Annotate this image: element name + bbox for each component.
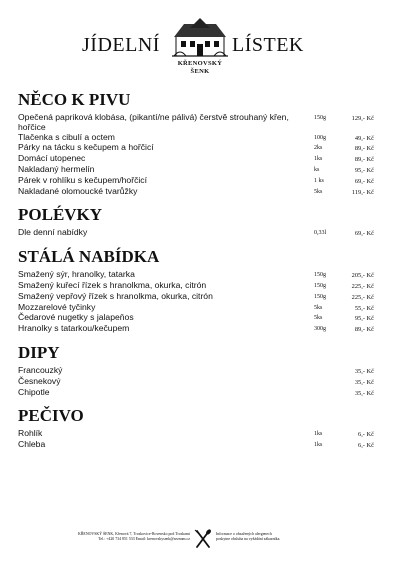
item-qty — [314, 377, 336, 378]
item-price: 69,- Kč — [354, 177, 374, 185]
section-polevky — [18, 205, 378, 239]
footer-allergen-note — [216, 532, 326, 542]
item-name: Česnekový — [18, 375, 61, 386]
item-name: Hranolky s tatarkou/kečupem — [18, 323, 130, 334]
item-name: Chipotle — [18, 386, 50, 397]
item-qty: 1ks — [314, 431, 323, 438]
menu-item — [18, 324, 378, 335]
item-name: Mozzarelové tyčinky — [18, 301, 96, 312]
item-name: Smažený sýr, hranolky, tatarka — [18, 269, 135, 280]
building-logo-icon — [170, 14, 230, 62]
menu-footer — [0, 528, 400, 558]
section-title: STÁLÁ NABÍDKA — [18, 247, 160, 267]
allergen-line2: poskytne obsluha na vyžádání zákazníka. — [216, 537, 281, 541]
title-right: LÍSTEK — [232, 34, 304, 56]
item-name: Nakladaný hermelín — [18, 163, 95, 174]
item-name: Smažený vepřový řízek s hranolkma, okurka, citrón — [18, 290, 213, 301]
section-title: NĚCO K PIVU — [18, 90, 131, 109]
item-price: 6,- Kč — [358, 442, 374, 450]
item-qty: 5ks — [314, 188, 323, 195]
item-name: Dle denní nabídky — [18, 227, 88, 238]
logo-name-line1: KŘENOVSKÝ — [177, 60, 223, 67]
item-name: Tlačenka s cibulí a octem — [18, 131, 115, 142]
menu-item — [18, 429, 378, 440]
item-price: 35,- Kč — [354, 389, 374, 397]
item-qty: 5ks — [314, 304, 323, 311]
item-qty: 1 ks — [314, 177, 324, 184]
menu-item — [18, 187, 378, 198]
menu-item — [18, 377, 378, 388]
section-dipy — [18, 343, 378, 398]
item-price: 69,- Kč — [354, 230, 374, 238]
item-price: 129,- Kč — [351, 115, 374, 122]
item-price: 6,- Kč — [358, 431, 374, 439]
item-price: 95,- Kč — [354, 166, 374, 174]
footer-contact — [40, 532, 190, 542]
section-title: PEČIVO — [18, 406, 84, 426]
item-name: Párek v rohlíku s kečupem/hořčicí — [18, 174, 147, 185]
item-name: Chleba — [18, 439, 46, 450]
menu-item — [18, 366, 378, 377]
menu-item — [18, 228, 378, 239]
item-price: 89,- Kč — [354, 145, 374, 153]
item-qty: 0,33l — [314, 230, 327, 237]
item-name: Opečená papriková klobása, (pikantí/ne pálivá) čerstvě strouhaný křen, hořčice — [18, 112, 289, 132]
item-name: Párky na tácku s kečupem a hořčicí — [18, 142, 154, 153]
item-qty: 2ks — [314, 145, 323, 152]
item-qty: 300g — [314, 326, 326, 333]
menu-item — [18, 292, 378, 303]
item-price: 49,- Kč — [354, 134, 374, 142]
item-price: 205,- Kč — [351, 272, 374, 280]
menu-item — [18, 440, 378, 451]
item-price: 35,- Kč — [354, 378, 374, 386]
item-qty: 150g — [314, 115, 326, 121]
item-price: 89,- Kč — [354, 326, 374, 334]
item-name: Čedarové nugetky s jalapeňos — [18, 312, 134, 323]
item-name: Domácí utopenec — [18, 153, 86, 164]
item-qty: 150g — [314, 282, 326, 289]
item-qty: 150g — [314, 293, 326, 300]
item-qty — [314, 388, 336, 389]
item-qty: 5ks — [314, 315, 323, 322]
menu-item — [18, 176, 378, 187]
item-qty — [314, 366, 336, 367]
item-qty: 1ks — [314, 442, 323, 449]
section-neco-k-pivu — [18, 90, 378, 197]
item-qty: ks — [314, 166, 320, 173]
footer-phone-email: Tel.: +420 734 851 533 Email: krenovskysenk@seznam.cz — [98, 537, 190, 541]
item-name: Nakladané olomoucké tvarůžky — [18, 185, 138, 196]
menu-item — [18, 113, 378, 133]
item-name: Francouzký — [18, 364, 63, 375]
menu-body — [18, 90, 378, 459]
section-pecivo — [18, 406, 378, 451]
menu-item — [18, 388, 378, 399]
item-price: 55,- Kč — [354, 304, 374, 312]
logo-name-line2: ŠENK — [190, 68, 210, 75]
section-stala-nabidka — [18, 247, 378, 335]
item-name: Smažený kuřecí řízek s hranolkma, okurka, citrón — [18, 279, 207, 290]
item-qty: 150g — [314, 272, 326, 279]
footer-address: KŘENOVSKÝ ŠENK, Křenová 7, Troskovice-Rovensko pod Troskami — [78, 532, 190, 536]
item-qty: 100g — [314, 134, 326, 141]
item-price: 119,- Kč — [351, 188, 374, 196]
menu-header — [0, 14, 400, 80]
item-price: 95,- Kč — [354, 315, 374, 323]
item-name: Rohlík — [18, 428, 43, 439]
section-title: DIPY — [18, 342, 60, 362]
item-qty: 1ks — [314, 156, 323, 163]
title-left: JÍDELNÍ — [82, 34, 160, 56]
section-title: POLÉVKY — [18, 205, 103, 225]
allergen-line1: Informace o obsažených alergenech — [216, 532, 272, 536]
cutlery-icon — [193, 528, 213, 550]
item-price: 225,- Kč — [351, 282, 374, 290]
senk-logo — [170, 14, 230, 86]
item-price: 225,- Kč — [351, 293, 374, 301]
item-price: 89,- Kč — [354, 156, 374, 164]
item-price: 35,- Kč — [354, 367, 374, 375]
